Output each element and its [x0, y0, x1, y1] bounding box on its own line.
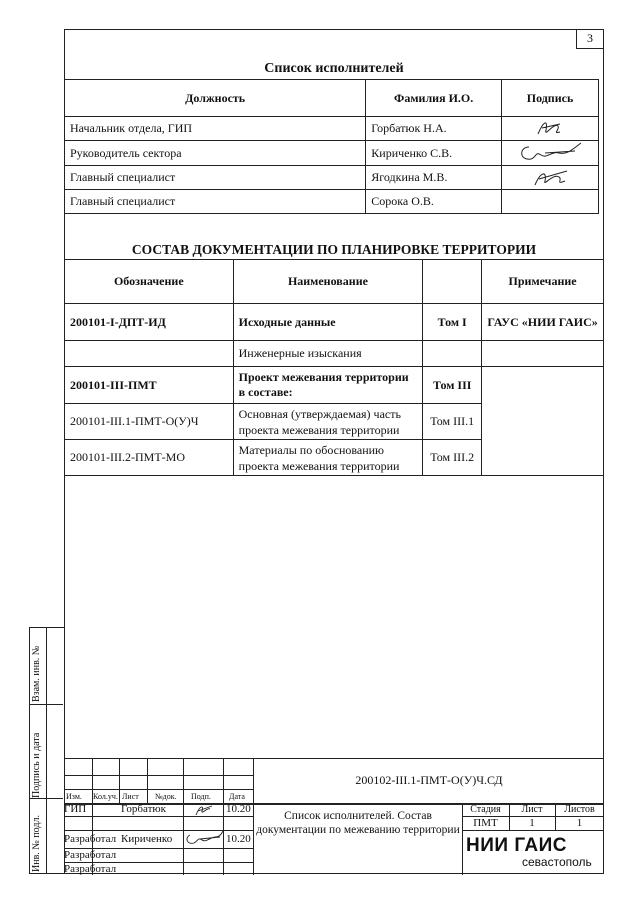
- cell-designation: 200101-III.1-ПМТ-О(У)Ч: [65, 404, 234, 440]
- cell-position: Начальник отдела, ГИП: [65, 117, 366, 141]
- table-row: [65, 341, 604, 367]
- stage-label: Стадия: [470, 804, 501, 815]
- sheets-value: 1: [576, 817, 583, 829]
- stage-value: ПМТ: [473, 817, 498, 829]
- title-block: [64, 758, 604, 875]
- header-designation: Обозначение: [65, 260, 234, 304]
- cell-designation: [65, 341, 234, 367]
- col-list: Лист: [122, 792, 139, 801]
- composition-title: СОСТАВ ДОКУМЕНТАЦИИ ПО ПЛАНИРОВКЕ ТЕРРИТОРИИ: [131, 242, 537, 257]
- cell-name: Исходные данные: [233, 304, 423, 341]
- cell-volume: [423, 341, 482, 367]
- sheet-label: Лист: [521, 804, 543, 815]
- cell-name: Основная (утверждаемая) часть проекта межевания территории: [233, 404, 423, 440]
- table-row: [65, 166, 599, 190]
- cell-position: Руководитель сектора: [65, 141, 366, 166]
- cell-name: Кириченко С.В.: [366, 141, 502, 166]
- cell-volume: Том III: [423, 367, 482, 404]
- signature-3: [502, 166, 599, 190]
- col-ndok: №док.: [155, 792, 177, 801]
- col-izm: Изм.: [66, 792, 82, 801]
- cell-name: Инженерные изыскания: [233, 341, 423, 367]
- signature-2: [502, 141, 599, 166]
- stamp-role: Разработал: [64, 833, 117, 845]
- table-row: [65, 190, 599, 214]
- stamp-date: 10.20: [226, 833, 251, 845]
- header-note: Примечание: [482, 260, 604, 304]
- cell-name: Ягодкина М.В.: [366, 166, 502, 190]
- page-number: 3: [576, 29, 604, 49]
- cell-volume: Том III.2: [423, 440, 482, 476]
- table-row: [65, 304, 604, 341]
- cell-volume: Том I: [423, 304, 482, 341]
- executors-table: [64, 79, 599, 214]
- cell-position: Главный специалист: [65, 190, 366, 214]
- nii-gais-logo: [466, 833, 602, 871]
- side-label-vzam: Взам. инв. №: [31, 645, 42, 702]
- side-label-podpis: Подпись и дата: [31, 732, 42, 798]
- header-name: Фамилия И.О.: [366, 80, 502, 117]
- document-code: 200102-III.1-ПМТ-О(У)Ч.СД: [355, 773, 503, 787]
- stamp-date: 10.20: [226, 803, 251, 815]
- cell-designation: 200101-III.2-ПМТ-МО: [65, 440, 234, 476]
- cell-volume: Том III.1: [423, 404, 482, 440]
- side-label-inv: Инв. № подл.: [31, 815, 42, 872]
- cell-note: [482, 367, 604, 476]
- cell-note: ГАУС «НИИ ГАИС»: [482, 304, 604, 341]
- stamp-signature-1: [192, 803, 216, 817]
- cell-position: Главный специалист: [65, 166, 366, 190]
- stamp-signature-2: [184, 829, 224, 849]
- executors-title: Список исполнителей: [264, 61, 404, 76]
- cell-name: Сорока О.В.: [366, 190, 502, 214]
- signature-1: [502, 117, 599, 141]
- header-volume: [423, 260, 482, 304]
- col-data: Дата: [229, 792, 245, 801]
- table-row: [65, 141, 599, 166]
- composition-table: [64, 259, 604, 476]
- table-row: [65, 117, 599, 141]
- logo-city: севастополь: [522, 855, 592, 869]
- cell-designation: 200101-III-ПМТ: [65, 367, 234, 404]
- stamp-role: Разработал: [64, 863, 117, 875]
- header-name: Наименование: [233, 260, 423, 304]
- table-row: [65, 367, 604, 404]
- cell-name: Горбатюк Н.А.: [366, 117, 502, 141]
- stamp-role: ГИП: [64, 803, 87, 815]
- cell-note: [482, 341, 604, 367]
- sheet-value: 1: [529, 817, 535, 829]
- stamp-role: Разработал: [64, 849, 117, 861]
- cell-name: Материалы по обоснованию проекта межевания территории: [233, 440, 423, 476]
- cell-name: Проект межевания территории в составе:: [233, 367, 423, 404]
- header-position: Должность: [65, 80, 366, 117]
- header-signature: Подпись: [502, 80, 599, 117]
- cell-signature: [502, 190, 599, 214]
- col-koluch: Кол.уч.: [93, 792, 118, 801]
- stamp-doc-title: Список исполнителей. Состав документации по межеванию территории: [256, 810, 460, 836]
- stamp-name: Горбатюк: [121, 803, 166, 815]
- cell-designation: 200101-I-ДПТ-ИД: [65, 304, 234, 341]
- stamp-name: Кириченко: [121, 833, 173, 845]
- col-podp: Подп.: [191, 792, 211, 801]
- sheets-label: Листов: [564, 804, 595, 815]
- logo-main: НИИ ГАИС: [466, 835, 567, 856]
